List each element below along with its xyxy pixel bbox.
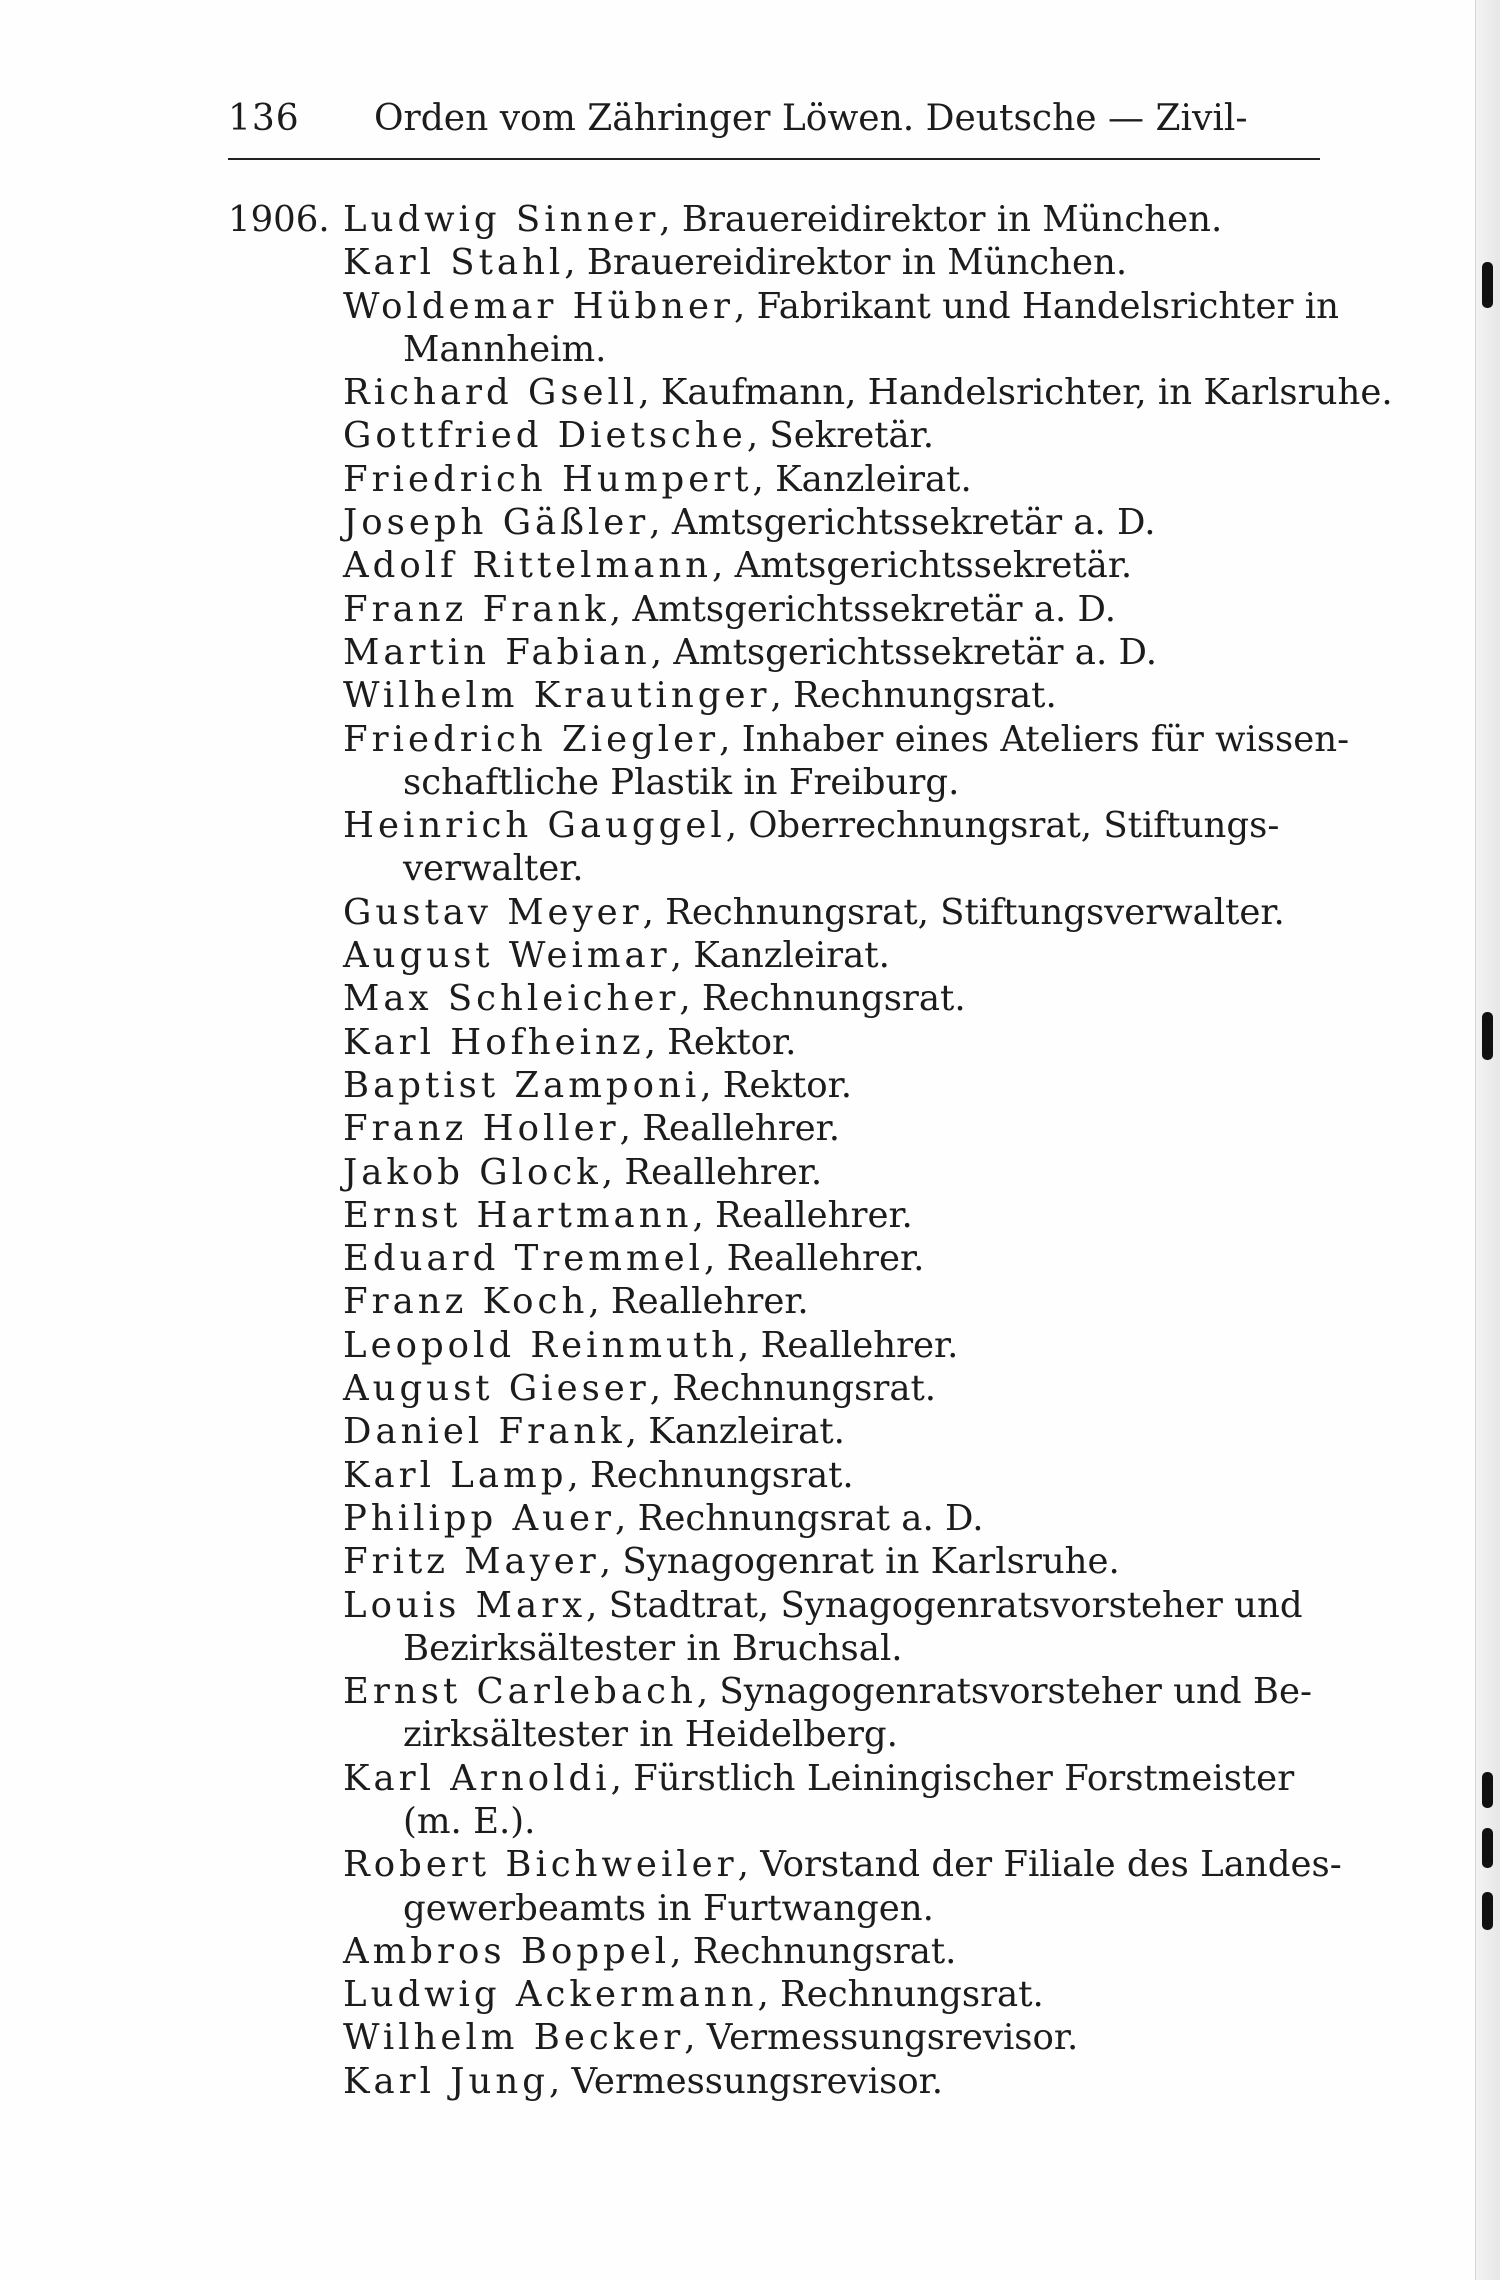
entry-description: , Vorstand der Filiale des Landes- [737,1844,1342,1886]
person-name: Jakob Glock [343,1151,602,1193]
person-name: Heinrich Gauggel [343,805,726,847]
list-item [228,1757,1323,1800]
list-item-continuation [228,847,1323,890]
person-name: Ambros Boppel [343,1930,671,1972]
entry-description: , Amtsgerichtssekretär a. D. [649,502,1156,544]
person-name: August Gieser [343,1368,650,1410]
list-item [228,1280,1323,1323]
person-name: Eduard Tremmel [343,1238,704,1280]
list-item [228,1670,1323,1713]
person-name: Gottfried Dietsche [343,415,747,457]
list-item [228,1540,1323,1583]
list-item [228,977,1323,1020]
person-name: Leopold Reinmuth [343,1324,739,1366]
person-name: Ernst Hartmann [343,1194,693,1236]
entry-description: , Amtsgerichtssekretär a. D. [650,631,1158,673]
list-item [228,1973,1323,2016]
entry-description: , Rechnungsrat a. D. [615,1497,984,1539]
entry-description: , Fürstlich Leiningischer Forstmeister [610,1757,1295,1799]
entry-description-continued: gewerbeamts in Furtwangen. [403,1887,934,1929]
entry-description: , Rechnungsrat. [670,1930,957,1972]
entry-description-continued: schaftliche Plastik in Freiburg. [403,761,960,803]
edge-mark [1482,262,1493,308]
list-item [228,631,1323,674]
list-item-continuation [228,1887,1323,1930]
entry-description: , Reallehrer. [704,1238,925,1280]
list-item [228,934,1323,977]
entry-description: , Sekretär. [746,415,934,457]
entry-description: , Amtsgerichtssekretär. [712,545,1133,587]
entry-description: , Brauereidirektor in München. [564,242,1128,284]
entry-description: , Rechnungsrat. [567,1454,854,1496]
person-name: Max Schleicher [343,978,680,1020]
person-name: Friedrich Humpert [343,458,753,500]
list-item-continuation [228,1713,1323,1756]
person-name: Friedrich Ziegler [343,718,720,760]
person-name: Baptist Zamponi [343,1064,701,1106]
entry-description: , Reallehrer. [692,1194,913,1236]
list-item [228,1843,1342,1886]
entry-description: , Amtsgerichtssekretär a. D. [609,588,1117,630]
person-name: Franz Frank [343,588,610,630]
list-item-continuation [228,1800,1323,1843]
edge-mark [1482,1772,1493,1808]
list-item [228,1324,1323,1367]
list-item [228,1454,1323,1497]
entry-description: , Reallehrer. [619,1108,841,1150]
entry-description-continued: Bezirksältester in Bruchsal. [403,1627,903,1669]
list-item [228,804,1323,847]
entry-description: , Rechnungsrat. [679,978,966,1020]
entry-description: , Vermessungsrevisor. [684,2017,1079,2059]
entry-description: , Kanzleirat. [625,1411,845,1453]
entry-description: , Inhaber eines Ateliers für wissen- [719,718,1350,760]
person-name: Ludwig Ackermann [343,1974,758,2016]
entry-description: , Rechnungsrat. [757,1974,1044,2016]
entry-description: , Synagogenrat in Karlsruhe. [599,1541,1120,1583]
person-name: Louis Marx [343,1584,587,1626]
list-item [228,1151,1323,1194]
list-item [228,1107,1323,1150]
running-header [228,94,1318,144]
entry-description: , Rechnungsrat. [770,675,1057,717]
entry-description: , Stadtrat, Synagogenratsvorsteher und [586,1584,1303,1626]
list-item [228,674,1323,717]
list-item [228,501,1323,544]
entry-description: , Reallehrer. [738,1324,959,1366]
person-name: Fritz Mayer [343,1541,600,1583]
entry-description-continued: (m. E.). [403,1800,536,1842]
list-item [228,458,1323,501]
entry-list [228,198,1393,2103]
list-item [228,1930,1323,1973]
entry-description: , Kanzleirat. [752,458,972,500]
entry-description: , Kanzleirat. [670,935,890,977]
list-item [228,1064,1323,1107]
entry-description-continued: verwalter. [403,848,584,890]
list-item [228,198,1323,241]
person-name: Karl Jung [343,2060,549,2102]
entry-description: , Reallehrer. [588,1281,809,1323]
person-name: Karl Hofheinz [343,1021,645,1063]
person-name: Ludwig Sinner [343,199,660,240]
list-item [228,241,1323,284]
edge-mark [1482,1892,1493,1930]
list-item [228,371,1393,414]
year-label: 1906. [228,199,330,240]
list-item [228,285,1339,328]
entry-description-continued: zirksältester in Heidelberg. [403,1714,898,1756]
entry-description: , Rektor. [644,1021,797,1063]
page-edge [1475,0,1500,2280]
list-item [228,1021,1323,1064]
person-name: Adolf Rittelmann [343,545,713,587]
list-item-continuation [228,761,1323,804]
person-name: Woldemar Hübner [343,285,735,327]
entry-description: , Brauereidirektor in München. [659,199,1223,240]
list-item [228,1237,1323,1280]
list-item [228,1367,1323,1410]
entry-description: , Rechnungsrat. [649,1368,937,1410]
person-name: Franz Koch [343,1281,589,1323]
person-name: Robert Bichweiler [343,1844,738,1886]
entry-description: , Oberrechnungsrat, Stiftungs- [725,805,1280,847]
list-item [228,1497,1323,1540]
person-name: Philipp Auer [343,1497,616,1539]
edge-mark [1482,1012,1493,1060]
person-name: Richard Gsell [343,372,639,414]
person-name: Wilhelm Krautinger [343,675,771,717]
list-item [228,1584,1323,1627]
person-name: Wilhelm Becker [343,2017,685,2059]
person-name: Martin Fabian [343,631,651,673]
person-name: Franz Holler [343,1108,620,1150]
person-name: Karl Lamp [343,1454,568,1496]
person-name: Joseph Gäßler [343,502,650,544]
list-item [228,718,1350,761]
list-item [228,544,1323,587]
person-name: August Weimar [343,935,671,977]
list-item [228,588,1323,631]
list-item [228,414,1323,457]
entry-description: , Reallehrer. [601,1151,823,1193]
person-name: Daniel Frank [343,1411,626,1453]
entry-description: , Rektor. [700,1064,852,1106]
entry-description: , Kaufmann, Handelsrichter, in Karlsruhe. [638,372,1393,414]
entry-description-continued: Mannheim. [403,328,607,370]
edge-mark [1482,1828,1493,1868]
list-item [228,1194,1323,1237]
person-name: Karl Arnoldi [343,1757,611,1799]
person-name: Ernst Carlebach [343,1671,697,1713]
entry-description: , Rechnungsrat, Stiftungsverwalter. [642,891,1285,933]
page-number: 136 [228,98,300,139]
list-item [228,2060,1323,2103]
list-item-continuation [228,1627,1323,1670]
list-item-continuation [228,328,1323,371]
list-item [228,2016,1323,2059]
list-item [228,891,1323,934]
entry-description: , Synagogenratsvorsteher und Be- [696,1671,1312,1713]
person-name: Gustav Meyer [343,891,643,933]
header-rule [228,158,1320,160]
entry-description: , Fabrikant und Handelsrichter in [734,285,1339,327]
list-item [228,1410,1323,1453]
person-name: Karl Stahl [343,242,565,284]
entry-description: , Vermessungsrevisor. [548,2060,944,2102]
running-title: Orden vom Zähringer Löwen. Deutsche — Zivil- [374,98,1248,139]
